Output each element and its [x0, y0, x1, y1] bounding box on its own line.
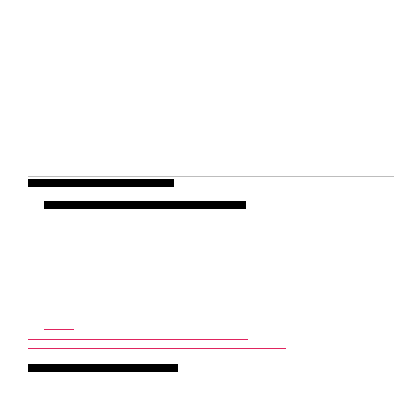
redaction-box [44, 201, 246, 209]
header-divider [28, 176, 394, 177]
to-row [28, 201, 394, 211]
from-row [28, 179, 394, 189]
reply-paragraph-5 [28, 354, 394, 374]
handwritten-underline [44, 329, 74, 330]
handwritten-underline [28, 339, 248, 340]
redaction-box [28, 364, 178, 372]
handwritten-underline [28, 348, 286, 349]
redaction-box [28, 179, 174, 187]
